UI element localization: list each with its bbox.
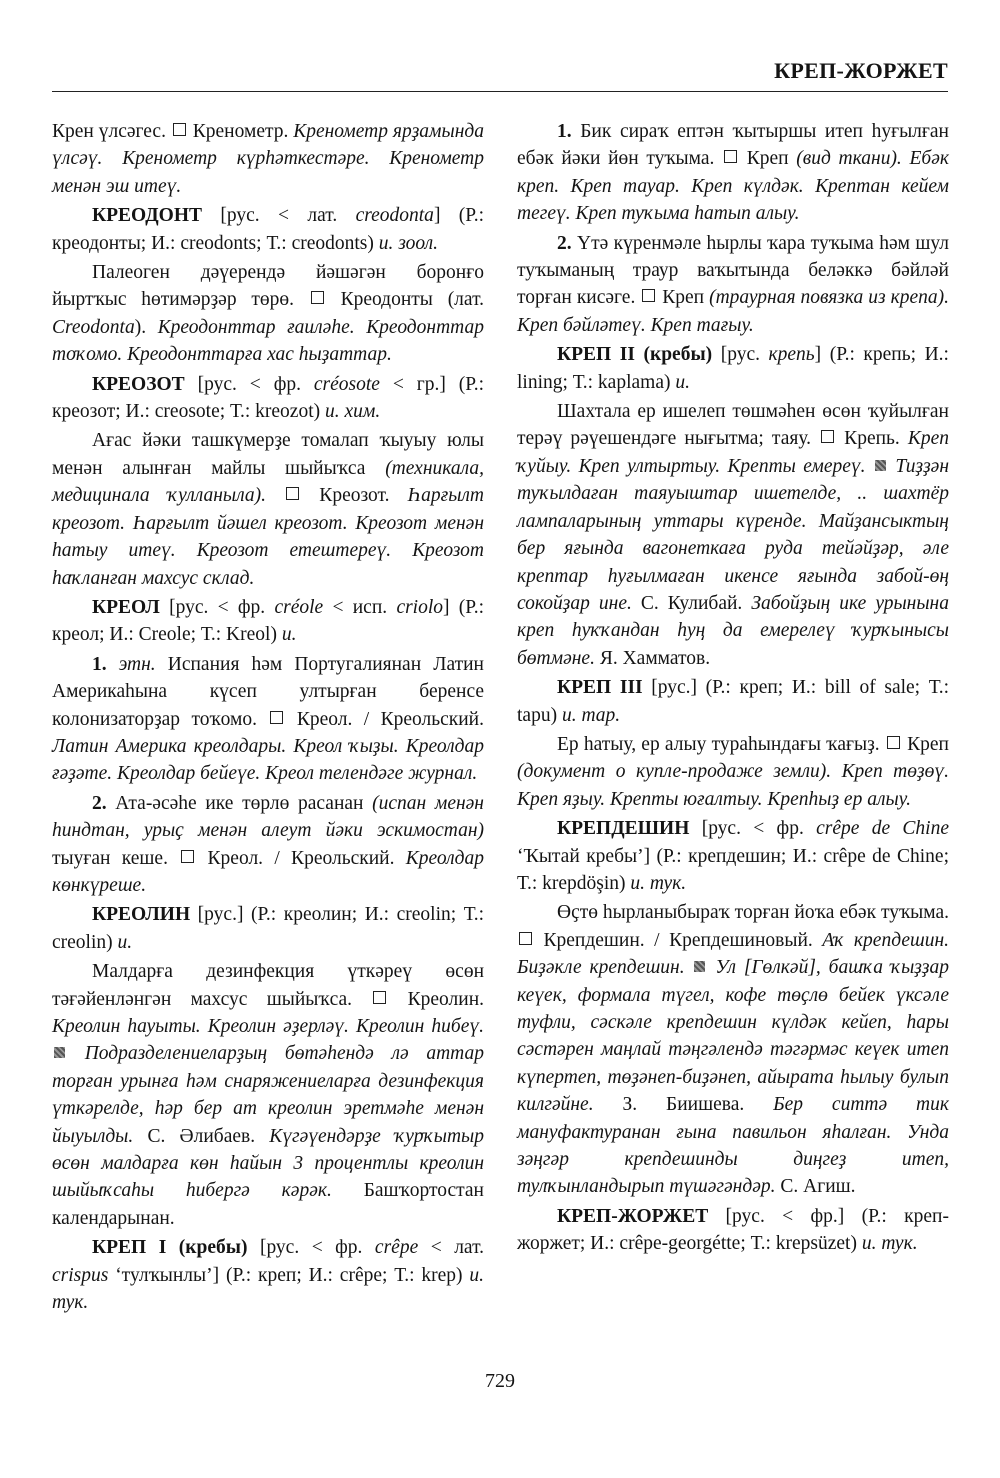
entry-paragraph [517,899,949,1200]
text-run: < гр.] (Р.: креозот; И.: creosote; Т.: kreozot) [52,373,484,423]
entry-paragraph [52,901,484,956]
italic-text: Креолин һауыты. Креолин әҙерләү. Креолин һибеү. [52,1016,484,1037]
text-run: [рус. < фр.] (Р.: креп-жоржет; И.: crêpe-georgétte; Т.: krepsüzet) [517,1205,949,1255]
italic-text: Күгәүендәрҙе ҡурҡытыр өсөн малдарға көн һайын 3 процентлы креолин шыйыҡсаһы һибергә кәрәк. [52,1125,484,1202]
italic-text: крепь [768,344,815,366]
entry-paragraph [52,958,484,1232]
text-run: Башҡортостан календарынан. [52,1180,484,1229]
italic-text: Креп ҡуйыу. Креп ултыртыу. Крепты емереү. [517,428,950,477]
italic-text: Бер ситтә тик мануфактуранан ғына павильон яһалған. Унда зәңгәр крепдешинды диңгеҙ итеп, тулҡынландырып түшәгәндәр. [517,1094,949,1198]
headword: 2. [557,232,572,254]
italic-text: Креодонттар ғаиләһе. Креодонттар тоҡомо. Креодонттарға хас һыҙаттар. [52,316,485,366]
italic-text: Креолдар көнкүреше. [52,847,484,896]
text-run: [рус. < фр. [689,818,817,840]
text-run: [рус. < фр. [247,1237,375,1259]
text-run: Үтә күренмәле һырлы ҡара туҡыма һәм шул туҡыманың траур ваҡытында беләккә бәйләй торған кисәге. [517,232,949,309]
italic-text: и. хим. [325,401,381,423]
italic-text: Һарғылт креозот. Һарғылт йәшел креозот. Креозот менән һатыу итеү. Креозот етештереү. Креозот һаҡланған махсус склад. [52,485,484,589]
italic-text: créole [274,596,324,618]
text-run: < лат. [418,1237,485,1259]
text-run: Ер һатыу, ер алыу тураһындағы ҡағыҙ. [557,733,885,755]
italic-text: и. тук. [630,872,687,894]
headword: КРЕОЛИН [92,904,191,926]
italic-text: Забойҙың ике урынына креп һуҡҡандан һуң да емерелеү ҡурҡынысы бөтмәне. [517,592,949,669]
entry-paragraph [52,202,484,257]
entry-paragraph [517,341,949,396]
entry-paragraph [52,259,484,369]
text-run: [рус.] (Р.: креолин; И.: creolin; Т.: creolin) [52,904,484,953]
headword: КРЕОЗОТ [92,373,185,395]
text-run: Креодонты (лат. [325,289,484,311]
headword: КРЕП II (кребы) [557,344,713,366]
italic-text: (документ о купле-продаже земли). Креп төҙөү. Креп яҙыу. Крепты юғалтыу. Крепһыҙ ер алыу. [517,761,949,810]
text-run: Крен үлсәгес. [52,121,171,142]
italic-text: Creodonta [52,316,135,338]
entry-paragraph [517,815,949,897]
entry-paragraph [52,371,484,426]
entry-paragraph [52,594,484,649]
text-run [266,485,284,506]
text-run: С. Агиш. [775,1176,856,1198]
italic-text: crêpe [374,1237,419,1259]
hatched-square-icon [54,1047,65,1058]
text-run: [рус. < фр. [184,373,314,395]
entry-paragraph [517,1203,949,1258]
running-head: КРЕП-ЖОРЖЕТ [774,58,948,83]
entry-paragraph [517,230,949,340]
text-run: Палеоген дәүерендә йәшәгән боронғо йыртҡыс һөтимәрҙәр төрө. [52,262,484,311]
entry-paragraph [52,651,484,788]
text-run: [рус.] (Р.: креп; И.: bill of sale; Т.: tapu) [517,677,949,726]
text-run [866,456,873,477]
right-column [517,118,949,1260]
text-run: [рус. < лат. [202,205,356,227]
hatched-square-icon [694,961,705,972]
headword: КРЕОЛ [92,596,160,618]
italic-text: Латин Америка креолдары. Креол ҡыҙы. Креолдар ғәҙәте. Креолдар бейеүе. Креол телендәге журнал. [52,735,484,785]
text-run: З. Биишева. [593,1094,774,1116]
text-run: Креол. / Креольский. [196,847,406,869]
italic-text: créosote [313,373,380,395]
square-icon [821,430,834,443]
square-icon [519,932,532,945]
entry-paragraph [52,790,484,900]
text-run: ] (Р.: креодонты; И.: creodonts; Т.: creodonts) [52,205,484,254]
italic-text: и. тук. [861,1233,918,1255]
italic-text: creodonta [355,205,434,227]
text-run: Креолин. [388,988,485,1010]
header-rule [52,91,948,92]
italic-text: (испан менән һиндтан, урыҫ менән алеут йәки эскимостан) [52,792,484,842]
text-run [107,654,119,675]
text-run: Креп [657,287,710,309]
square-icon [286,487,299,500]
entry-paragraph [517,118,949,228]
square-icon [270,711,283,724]
text-run: < исп. [323,596,397,618]
entry-paragraph [52,427,484,591]
headword: 2. [92,792,107,814]
headword: КРЕОДОНТ [92,205,203,227]
headword: КРЕП III [557,677,643,699]
italic-text: Ул [Гөлкәй], башҡа ҡыҙҙар кеүек, формала түгел, кофе төҫлө бейек үксәле туфли, сәскәле крепдешин күлдәк кейеп, һары сәстәрен маңлай тәңгәлендә тәгәрмәс кеүек итеп күпертеп, төҙәнеп-биҙәнеп, айырата һылыу булып килгәйне. [517,957,950,1116]
italic-text: и. тар. [561,704,621,726]
square-icon [887,736,900,749]
entry-paragraph [52,1234,484,1316]
text-run: С. Әлибаев. [133,1125,270,1147]
text-run: ‘тулҡынлы’] (Р.: креп; И.: crêpe; Т.: krep) [108,1264,470,1286]
square-icon [181,850,194,863]
headword: КРЕП-ЖОРЖЕТ [557,1205,709,1227]
text-run: ). [134,316,158,338]
italic-text: crispus [52,1264,109,1286]
italic-text: и. [675,371,690,393]
headword: КРЕП I (кребы) [92,1237,248,1259]
square-icon [173,123,186,136]
hatched-square-icon [875,460,886,471]
italic-text: Аҡ крепдешин. Биҙәкле крепдешин. [517,929,949,979]
text-run: [рус. [712,344,769,366]
text-run: ] (Р.: крепь; И.: lining; Т.: kaplama) [517,344,949,393]
entry-paragraph [52,118,484,200]
entry-paragraph [517,674,949,729]
headword: КРЕПДЕШИН [557,818,690,840]
italic-text: Кренометр ярҙамында үлсәү. Кренометр күрһәткестәре. Кренометр менән эш итеү. [52,121,484,197]
text-run: Ата-әсәһе ике төрлө расанан [106,792,373,814]
text-run: [рус. < фр. [159,596,275,618]
italic-text: criolo [396,596,444,618]
text-run: тыуған кеше. [52,847,180,869]
text-run [685,957,693,978]
text-run: Өҫтө һырланыбыраҡ торған йоҡа ебәк туҡыма. [557,902,949,924]
entry-paragraph [517,731,949,813]
text-run: Ағас йәки ташкүмерҙе томалап ҡыуыу юлы менән алынған майлы шыйыҡса [52,430,484,479]
text-run: ‘Ҡытай кребы’] (Р.: крепдешин; И.: crêpe de Chine; Т.: krepdöşin) [517,845,949,894]
text-run: Креп [901,733,949,755]
headword: 1. [92,653,107,675]
text-run: Испания һәм Португалиянан Латин Америкаһына күсеп ултырған беренсе колонизаторҙар тоҡомо. [52,653,484,730]
italic-text: и. [117,931,133,953]
text-run: Креозот. [301,485,408,507]
italic-text: Подразделениеларҙың бөтәһендә лә аттар торған урынға һәм снаряжениеларға дезинфекция үткәрелде, һәр бер ат креолин эретмәһе менән йыуылды. [52,1043,485,1147]
text-run: Кренометр. [187,121,294,142]
italic-text: (траурная повязка из крепа). Креп бәйләтеү. Креп тағыу. [517,287,949,336]
text-run: Креол. / Креольский. [285,708,484,730]
italic-text: и. зоол. [378,232,438,254]
italic-text: и. тук. [52,1264,484,1314]
italic-text: (техникала, медицинала ҡулланыла). [52,457,484,507]
text-run: Шахтала ер ишелеп төшмәһен өсөн ҡуйылған терәү рәүешендәге нығытма; таяу. [517,401,949,450]
text-run: Я. Хамматов. [594,647,711,669]
text-run: С. Кулибай. [631,592,752,614]
text-run: Бик сираҡ ептән ҡытыршы итеп һуғылған ебәк йәки йөн туҡыма. [517,121,949,170]
square-icon [724,150,737,163]
text-run [67,1043,85,1064]
square-icon [642,289,655,302]
entry-paragraph [517,398,949,672]
text-run: Креп [739,148,797,170]
left-column [52,118,484,1318]
text-run: Малдарға дезинфекция үткәреү өсөн тәғәйенләнгән махсус шыйыҡса. [52,961,484,1010]
italic-text: crêpe de Chine [816,818,949,840]
text-run: Крепь. [836,428,908,450]
headword: 1. [557,121,572,142]
text-run: Крепдешин. / Крепдешиновый. [534,929,823,951]
page-number: 729 [485,1370,515,1392]
italic-text: Тиҙҙән туҡылдаған таяуыштар ишетелде, .. шахтёр лампаларының уттары күренде. Майҙансыктың бер яғында вагонеткаға руда тейәйҙәр, әле крептар һуғылмаған икенсе яғында забой-өң сокойҙар ине. [517,455,950,614]
italic-text: этн. [118,653,156,675]
italic-text: и. [281,624,297,646]
italic-text: (вид ткани). Ебәк креп. Креп тауар. Креп күлдәк. Крептан кейем тегеү. Креп туҡыма һатып алыу. [517,148,949,225]
text-run: ] (Р.: креол; И.: Creole; Т.: Kreol) [52,596,484,646]
square-icon [373,991,386,1004]
square-icon [311,291,324,304]
